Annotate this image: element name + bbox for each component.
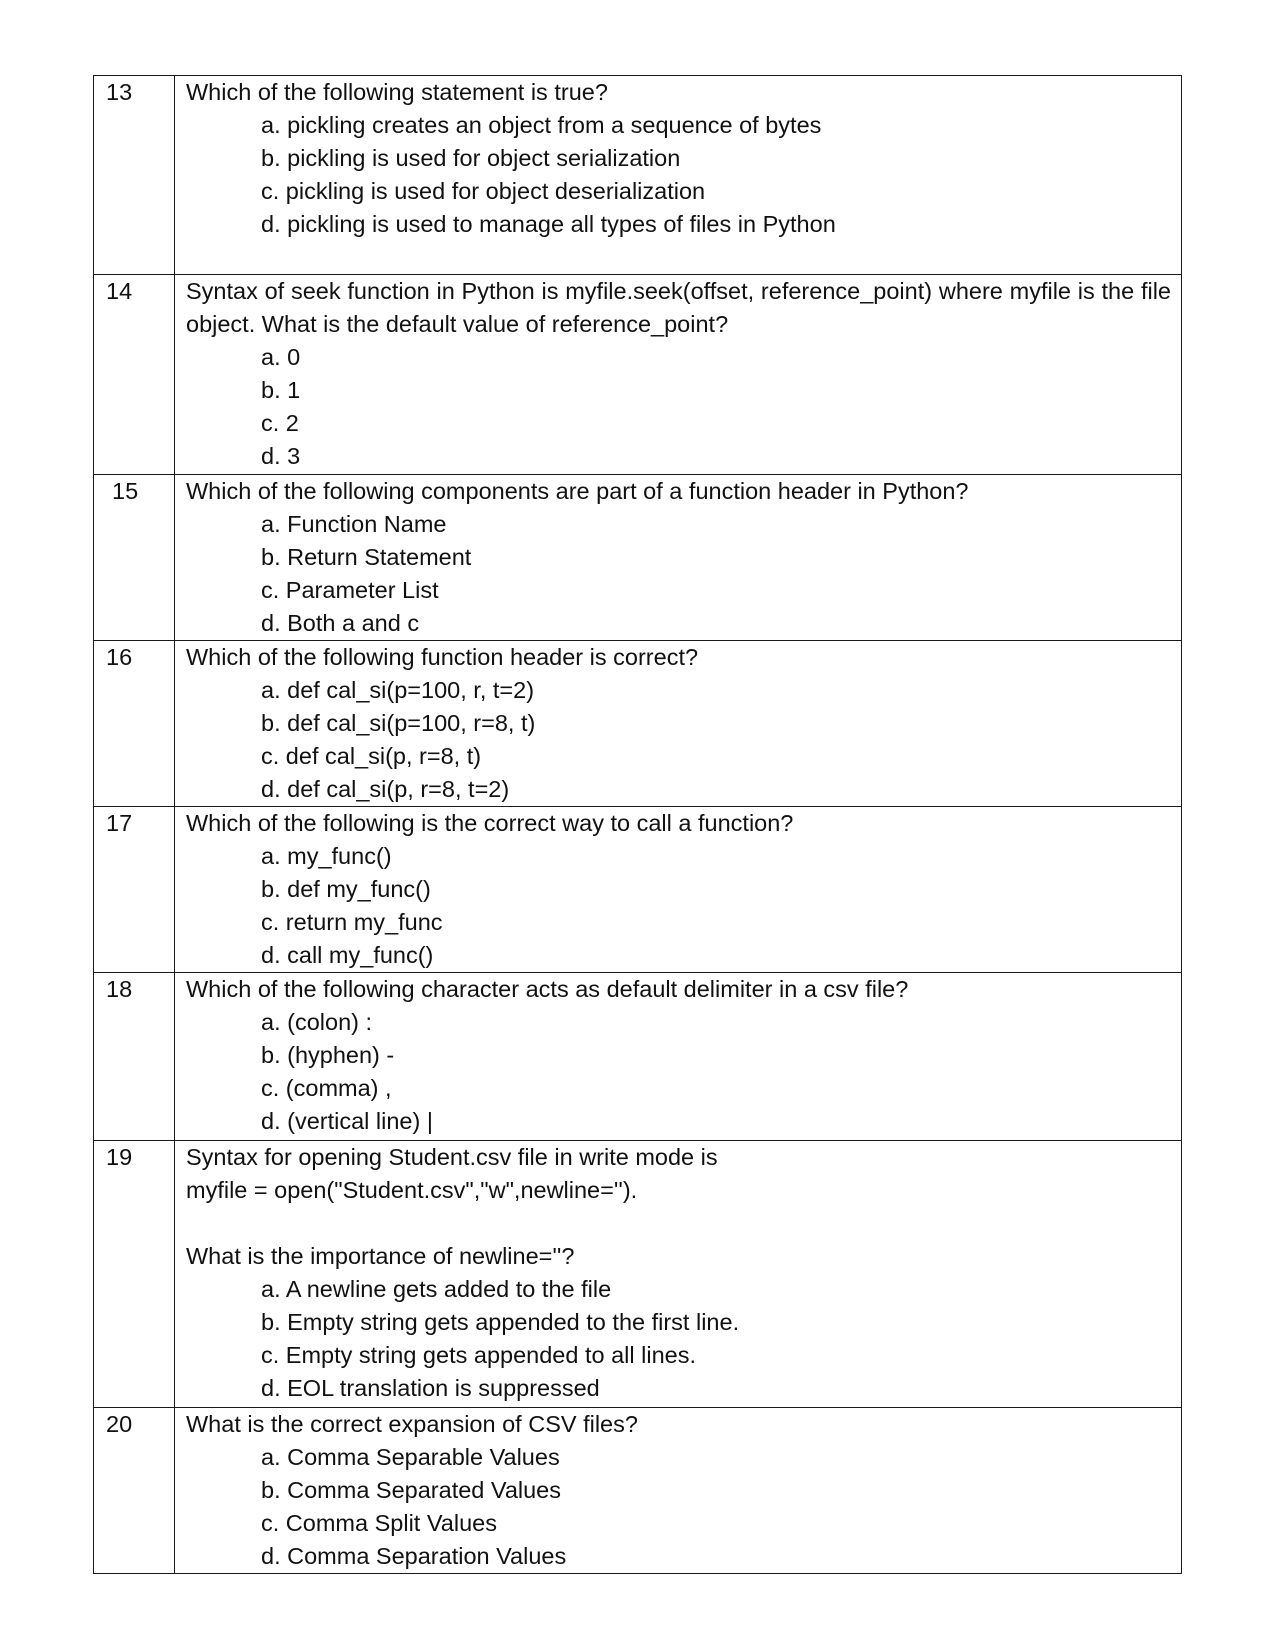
option-d: d. EOL translation is suppressed bbox=[261, 1375, 600, 1401]
option-c: c. def cal_si(p, r=8, t) bbox=[261, 743, 482, 769]
option-d: d. def cal_si(p, r=8, t=2) bbox=[261, 776, 510, 802]
option-d: d. Both a and c bbox=[261, 610, 420, 636]
question-row-16 bbox=[94, 641, 1182, 807]
option-c: c. Comma Split Values bbox=[261, 1510, 497, 1536]
question-table bbox=[93, 75, 1182, 1574]
question-body bbox=[175, 76, 1182, 275]
option-a: a. A newline gets added to the file bbox=[261, 1276, 612, 1302]
option-c: c. return my_func bbox=[261, 909, 443, 935]
option-b: b. (hyphen) - bbox=[261, 1042, 395, 1068]
question-row-14 bbox=[94, 275, 1182, 475]
option-b: b. 1 bbox=[261, 377, 301, 403]
option-a: a. pickling creates an object from a sequence of bytes bbox=[261, 112, 822, 138]
option-b: b. def my_func() bbox=[261, 876, 431, 902]
option-a: a. Function Name bbox=[261, 511, 447, 537]
question-number: 17 bbox=[94, 807, 175, 973]
question-text: Which of the following components are part of a function header in Python? bbox=[186, 478, 969, 504]
option-b: b. Empty string gets appended to the first line. bbox=[261, 1309, 740, 1335]
question-number: 13 bbox=[94, 76, 175, 275]
question-number: 19 bbox=[94, 1141, 175, 1408]
option-c: c. Parameter List bbox=[261, 577, 439, 603]
option-b: b. def cal_si(p=100, r=8, t) bbox=[261, 710, 536, 736]
option-c: c. pickling is used for object deserialization bbox=[261, 178, 706, 204]
question-row-18 bbox=[94, 973, 1182, 1141]
question-body bbox=[175, 1141, 1182, 1408]
question-body bbox=[175, 1408, 1182, 1574]
question-text: Syntax of seek function in Python is myfile.seek(offset, reference_point) where myfile is the file object. What is the default value of reference_point? bbox=[186, 278, 1171, 337]
question-code-line: myfile = open("Student.csv","w",newline=''). bbox=[186, 1177, 638, 1203]
option-c: c. (comma) , bbox=[261, 1075, 392, 1101]
option-b: b. Return Statement bbox=[261, 544, 472, 570]
question-number: 14 bbox=[94, 275, 175, 475]
option-a: a. def cal_si(p=100, r, t=2) bbox=[261, 677, 535, 703]
option-c: c. 2 bbox=[261, 410, 299, 436]
question-text: Which of the following statement is true? bbox=[186, 79, 608, 105]
option-d: d. call my_func() bbox=[261, 942, 434, 968]
question-text-line-2: What is the importance of newline=''? bbox=[186, 1243, 575, 1269]
option-a: a. 0 bbox=[261, 344, 301, 370]
option-d: d. (vertical line) | bbox=[261, 1108, 433, 1134]
question-body bbox=[175, 275, 1182, 475]
question-number: 18 bbox=[94, 973, 175, 1141]
question-row-19 bbox=[94, 1141, 1182, 1408]
option-c: c. Empty string gets appended to all lines. bbox=[261, 1342, 696, 1368]
option-d: d. Comma Separation Values bbox=[261, 1543, 567, 1569]
question-body bbox=[175, 807, 1182, 973]
option-a: a. my_func() bbox=[261, 843, 392, 869]
option-b: b. Comma Separated Values bbox=[261, 1477, 562, 1503]
question-row-20 bbox=[94, 1408, 1182, 1574]
option-d: d. 3 bbox=[261, 443, 301, 469]
option-a: a. Comma Separable Values bbox=[261, 1444, 560, 1470]
option-a: a. (colon) : bbox=[261, 1009, 373, 1035]
question-text: Which of the following is the correct way to call a function? bbox=[186, 810, 794, 836]
question-text: Which of the following character acts as default delimiter in a csv file? bbox=[186, 976, 909, 1002]
question-number: 20 bbox=[94, 1408, 175, 1574]
question-number: 15 bbox=[94, 475, 175, 641]
question-row-13 bbox=[94, 76, 1182, 275]
blank-line bbox=[186, 1207, 1171, 1240]
question-row-15 bbox=[94, 475, 1182, 641]
question-body bbox=[175, 475, 1182, 641]
question-number: 16 bbox=[94, 641, 175, 807]
question-row-17 bbox=[94, 807, 1182, 973]
option-d: d. pickling is used to manage all types of files in Python bbox=[261, 211, 836, 237]
question-text: What is the correct expansion of CSV files? bbox=[186, 1411, 638, 1437]
question-body bbox=[175, 973, 1182, 1141]
question-body bbox=[175, 641, 1182, 807]
question-text: Which of the following function header is correct? bbox=[186, 644, 699, 670]
option-b: b. pickling is used for object serialization bbox=[261, 145, 681, 171]
question-text-line-1: Syntax for opening Student.csv file in write mode is bbox=[186, 1144, 718, 1170]
